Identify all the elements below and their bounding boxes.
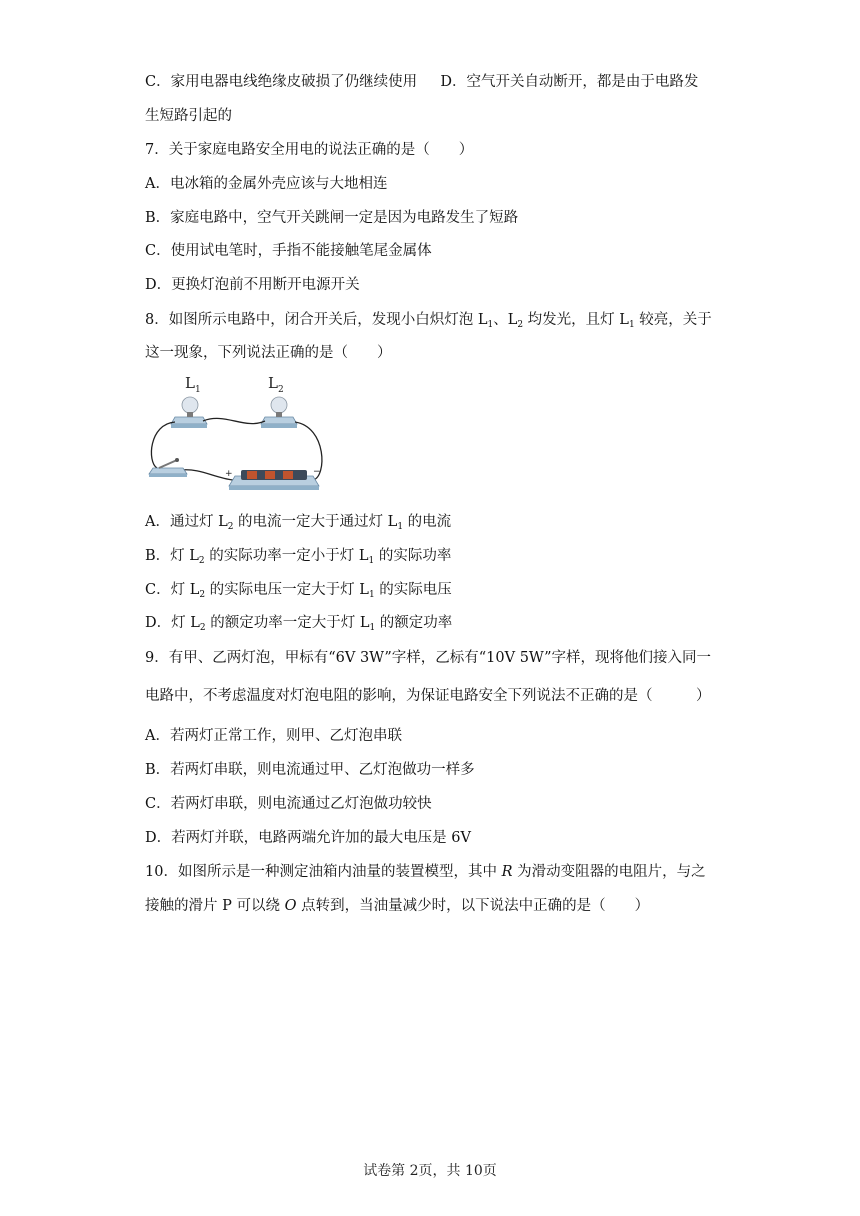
lamp2-label: $L_2$ bbox=[268, 374, 284, 395]
lamp1 bbox=[171, 397, 207, 428]
q7-stem: 7．关于家庭电路安全用电的说法正确的是（ ） bbox=[145, 142, 474, 158]
wire-lamps bbox=[203, 418, 265, 423]
q8-option-c: C．灯 $L_2$ 的实际电压一定大于灯 $L_1$ 的实际电压 bbox=[145, 582, 452, 600]
lamp2 bbox=[261, 397, 297, 428]
prev-option-c-line bbox=[145, 72, 698, 92]
q7-option-a: A．电冰箱的金属外壳应该与大地相连 bbox=[145, 176, 388, 192]
battery-plus: + bbox=[225, 469, 233, 479]
q10-stem-line2: 接触的滑片 P 可以绕 O 点转到，当油量减少时，以下说法中正确的是（ ） bbox=[145, 898, 650, 914]
q9-stem-line2: 电路中，不考虑温度对灯泡电阻的影响，为保证电路安全下列说法不正确的是（ ） bbox=[145, 688, 711, 704]
q9-option-c: C．若两灯串联，则电流通过乙灯泡做功较快 bbox=[145, 796, 432, 812]
q10-stem-line1: 10．如图所示是一种测定油箱内油量的装置模型，其中 R 为滑动变阻器的电阻片，与之 bbox=[145, 864, 706, 880]
battery-pack bbox=[225, 467, 321, 490]
switch bbox=[149, 458, 187, 477]
q9-option-a: A．若两灯正常工作，则甲、乙灯泡串联 bbox=[145, 728, 402, 744]
q9-option-b: B．若两灯串联，则电流通过甲、乙灯泡做功一样多 bbox=[145, 762, 475, 778]
q8-option-b: B．灯 $L_2$ 的实际功率一定小于灯 $L_1$ 的实际功率 bbox=[145, 548, 452, 566]
q8-option-d: D．灯 $L_2$ 的额定功率一定大于灯 $L_1$ 的额定功率 bbox=[145, 615, 453, 633]
q8-option-a: A．通过灯 $L_2$ 的电流一定大于通过灯 $L_1$ 的电流 bbox=[145, 514, 452, 532]
q8-stem-line1: 8．如图所示电路中，闭合开关后，发现小白炽灯泡 $L_1$、$L_2$ 均发光，且灯 $L_1$ 较亮，关于 bbox=[145, 312, 712, 330]
q7-option-d: D．更换灯泡前不用断开电源开关 bbox=[145, 277, 360, 293]
q7-option-b: B．家庭电路中，空气开关跳闸一定是因为电路发生了短路 bbox=[145, 210, 519, 226]
lamp1-label: $L_1$ bbox=[185, 374, 201, 395]
q8-stem-line2: 这一现象，下列说法正确的是（ ） bbox=[145, 345, 392, 361]
battery-minus: − bbox=[313, 467, 321, 477]
q7-option-c: C．使用试电笔时，手指不能接触笔尾金属体 bbox=[145, 243, 432, 259]
q8-circuit-figure bbox=[145, 372, 330, 500]
page-footer: 试卷第 2页，共 10页 bbox=[363, 1163, 497, 1179]
prev-option-c: C．家用电器电线绝缘皮破损了仍继续使用 bbox=[145, 74, 418, 90]
q9-option-d: D．若两灯并联，电路两端允许加的最大电压是 6V bbox=[145, 830, 471, 846]
prev-option-d-cont: 生短路引起的 bbox=[145, 108, 232, 124]
q9-stem-line1: 9．有甲、乙两灯泡，甲标有“6V 3W”字样，乙标有“10V 5W”字样，现将他们接入同一 bbox=[145, 650, 712, 666]
prev-option-d: D．空气开关自动断开，都是由于电路发 bbox=[440, 74, 699, 90]
wire-left bbox=[151, 422, 175, 468]
